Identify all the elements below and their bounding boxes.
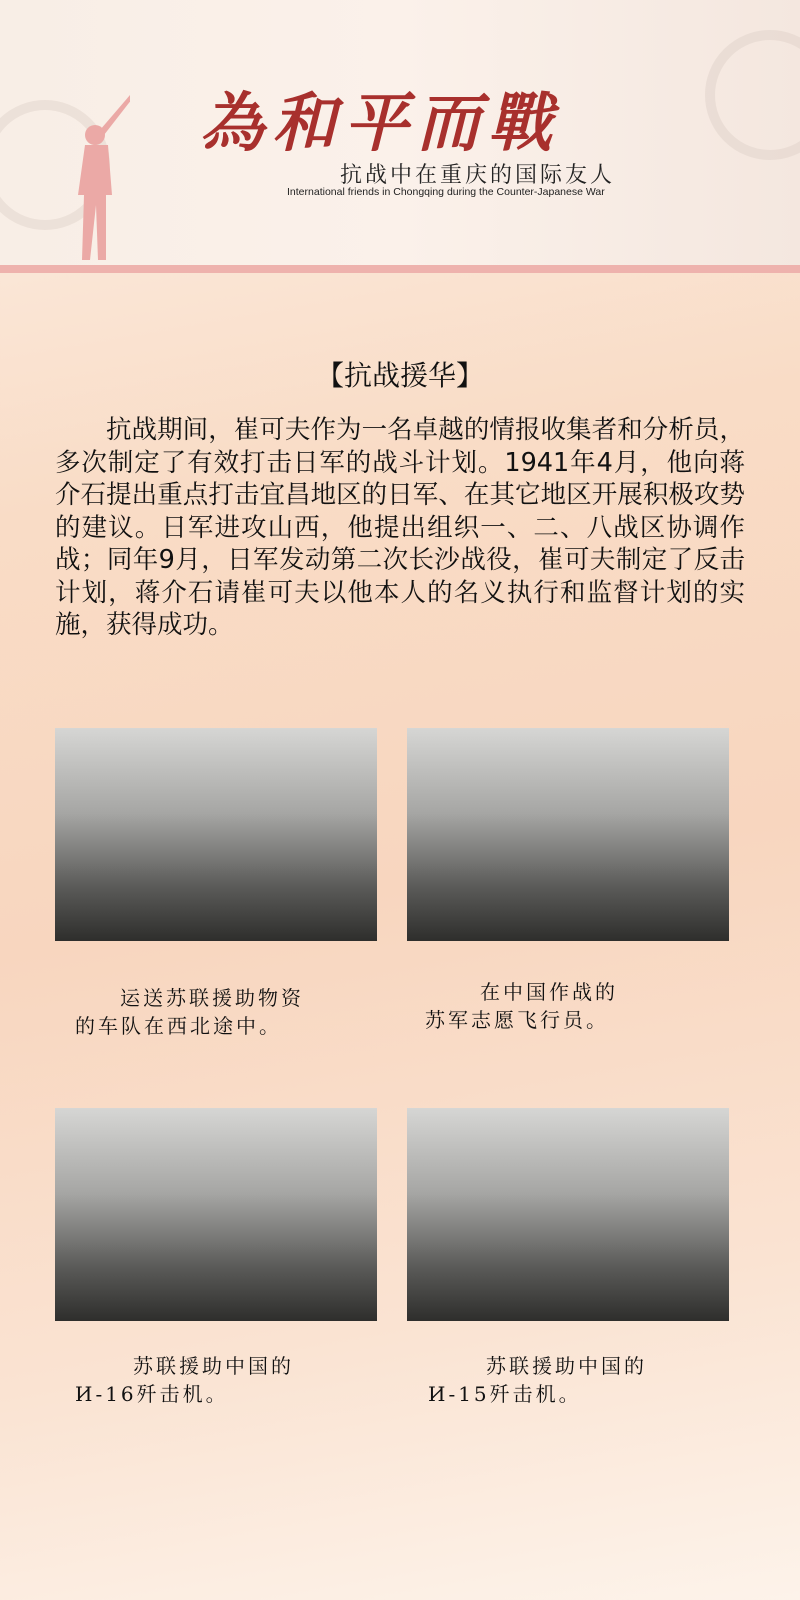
caption-line: 苏联援助中国的 — [486, 1354, 647, 1378]
photo-pilots — [407, 728, 729, 941]
caption-i16 — [75, 1352, 294, 1408]
caption-line: 苏联援助中国的 — [133, 1354, 294, 1378]
cloud-ornament-right — [705, 30, 800, 160]
section-title: 【抗战援华】 — [315, 359, 484, 392]
header-divider — [0, 265, 800, 273]
caption-line: И-16歼击机。 — [75, 1382, 229, 1406]
photo-i15-fighter — [407, 1108, 729, 1321]
caption-i15 — [428, 1352, 647, 1408]
photo-i16-fighters — [55, 1108, 377, 1321]
caption-pilots — [425, 978, 618, 1034]
caption-line: 在中国作战的 — [480, 980, 618, 1004]
poster-subtitle: 抗战中在重庆的国际友人 — [340, 163, 616, 188]
caption-line: 运送苏联援助物资 — [120, 986, 304, 1010]
caption-line: И-15歼击机。 — [428, 1382, 582, 1406]
body-text — [55, 414, 745, 642]
poster-subtitle-english: International friends in Chongqing during the Counter-Japanese War — [287, 186, 605, 198]
caption-line: 的车队在西北途中。 — [75, 1014, 282, 1038]
trumpeter-silhouette-icon — [60, 85, 130, 265]
body-paragraph: 抗战期间，崔可夫作为一名卓越的情报收集者和分析员，多次制定了有效打击日军的战斗计划。1941年4月，他向蒋介石提出重点打击宜昌地区的日军、在其它地区开展积极攻势的建议。日军进攻山西，他提出组织一、二、八战区协调作战；同年9月，日军发动第二次长沙战役，崔可夫制定了反击计划，蒋介石请崔可夫以他本人的名义执行和监督计划的实施，获得成功。 — [55, 415, 745, 640]
caption-convoy — [75, 984, 304, 1040]
caption-line: 苏军志愿飞行员。 — [425, 1008, 609, 1032]
header-banner — [0, 0, 800, 265]
photo-convoy — [55, 728, 377, 941]
poster-title: 為和平而戰 — [200, 86, 560, 161]
